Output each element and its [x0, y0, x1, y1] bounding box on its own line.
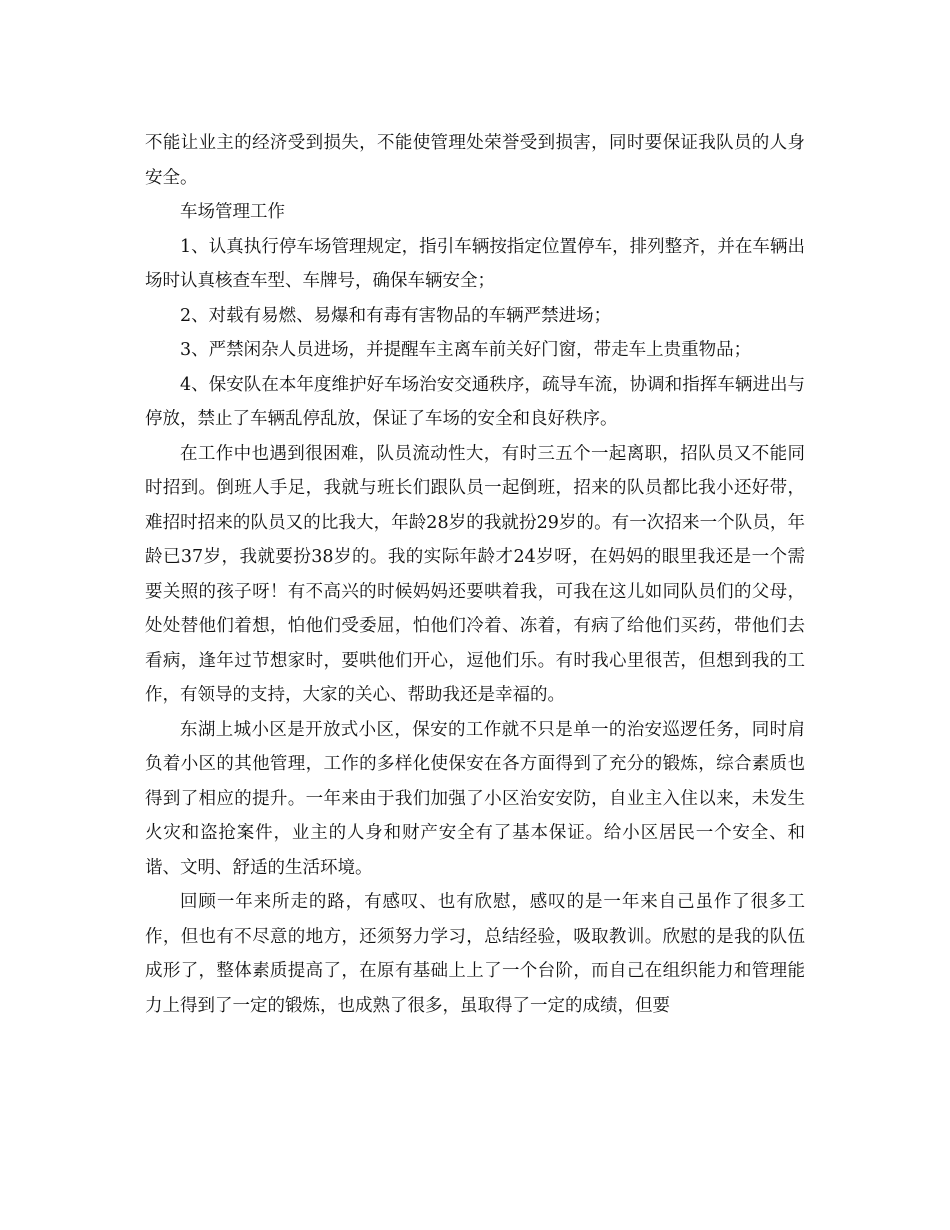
- paragraph-review: 回顾一年来所走的路，有感叹、也有欣慰，感叹的是一年来自己虽作了很多工作，但也有不尽意的地方，还须努力学习，总结经验，吸取教训。欣慰的是我的队伍成形了，整体素质提高了，在原有基础上上了一个台阶，而自己在组织能力和管理能力上得到了一定的锻炼，也成熟了很多，虽取得了一定的成绩，但要: [145, 892, 805, 1016]
- document-page: [145, 126, 805, 1023]
- paragraph-item-4: 4、保安队在本年度维护好车场治安交通秩序，疏导车流，协调和指挥车辆进出与停放，禁止了车辆乱停乱放，保证了车场的安全和良好秩序。: [145, 374, 805, 429]
- paragraph-item-1: 1、认真执行停车场管理规定，指引车辆按指定位置停车，排列整齐，并在车辆出场时认真核查车型、车牌号，确保车辆安全；: [145, 236, 805, 291]
- paragraph-difficulties: 在工作中也遇到很困难，队员流动性大，有时三五个一起离职，招队员又不能同时招到。倒班人手足，我就与班长们跟队员一起倒班，招来的队员都比我小还好带，难招时招来的队员又的比我大，年龄28岁的我就扮29岁的。有一次招来一个队员，年龄已37岁，我就要扮38岁的。我的实际年龄才24岁呀，在妈妈的眼里我还是一个需要关照的孩子呀！有不高兴的时候妈妈还要哄着我，可我在这儿如同队员们的父母，处处替他们着想，怕他们受委屈，怕他们冷着、冻着，有病了给他们买药，带他们去看病，逢年过节想家时，要哄他们开心，逗他们乐。有时我心里很苦，但想到我的工作，有领导的支持，大家的关心、帮助我还是幸福的。: [145, 443, 805, 705]
- paragraph-1: 不能让业主的经济受到损失，不能使管理处荣誉受到损害，同时要保证我队员的人身安全。: [145, 133, 805, 188]
- section-heading-parking: 车场管理工作: [180, 202, 285, 222]
- paragraph-item-2: 2、对载有易燃、易爆和有毒有害物品的车辆严禁进场；: [180, 305, 612, 326]
- paragraph-item-3: 3、严禁闲杂人员进场，并提醒车主离车前关好门窗，带走车上贵重物品；: [180, 340, 752, 360]
- paragraph-community: 东湖上城小区是开放式小区，保安的工作就不只是单一的治安巡逻任务，同时肩负着小区的其他管理，工作的多样化使保安在各方面得到了充分的锻炼，综合素质也得到了相应的提升。一年来由于我们加强了小区治安安防，自业主入住以来，未发生火灾和盗抢案件，业主的人身和财产安全有了基本保证。给小区居民一个安全、和谐、文明、舒适的生活环境。: [145, 719, 805, 878]
